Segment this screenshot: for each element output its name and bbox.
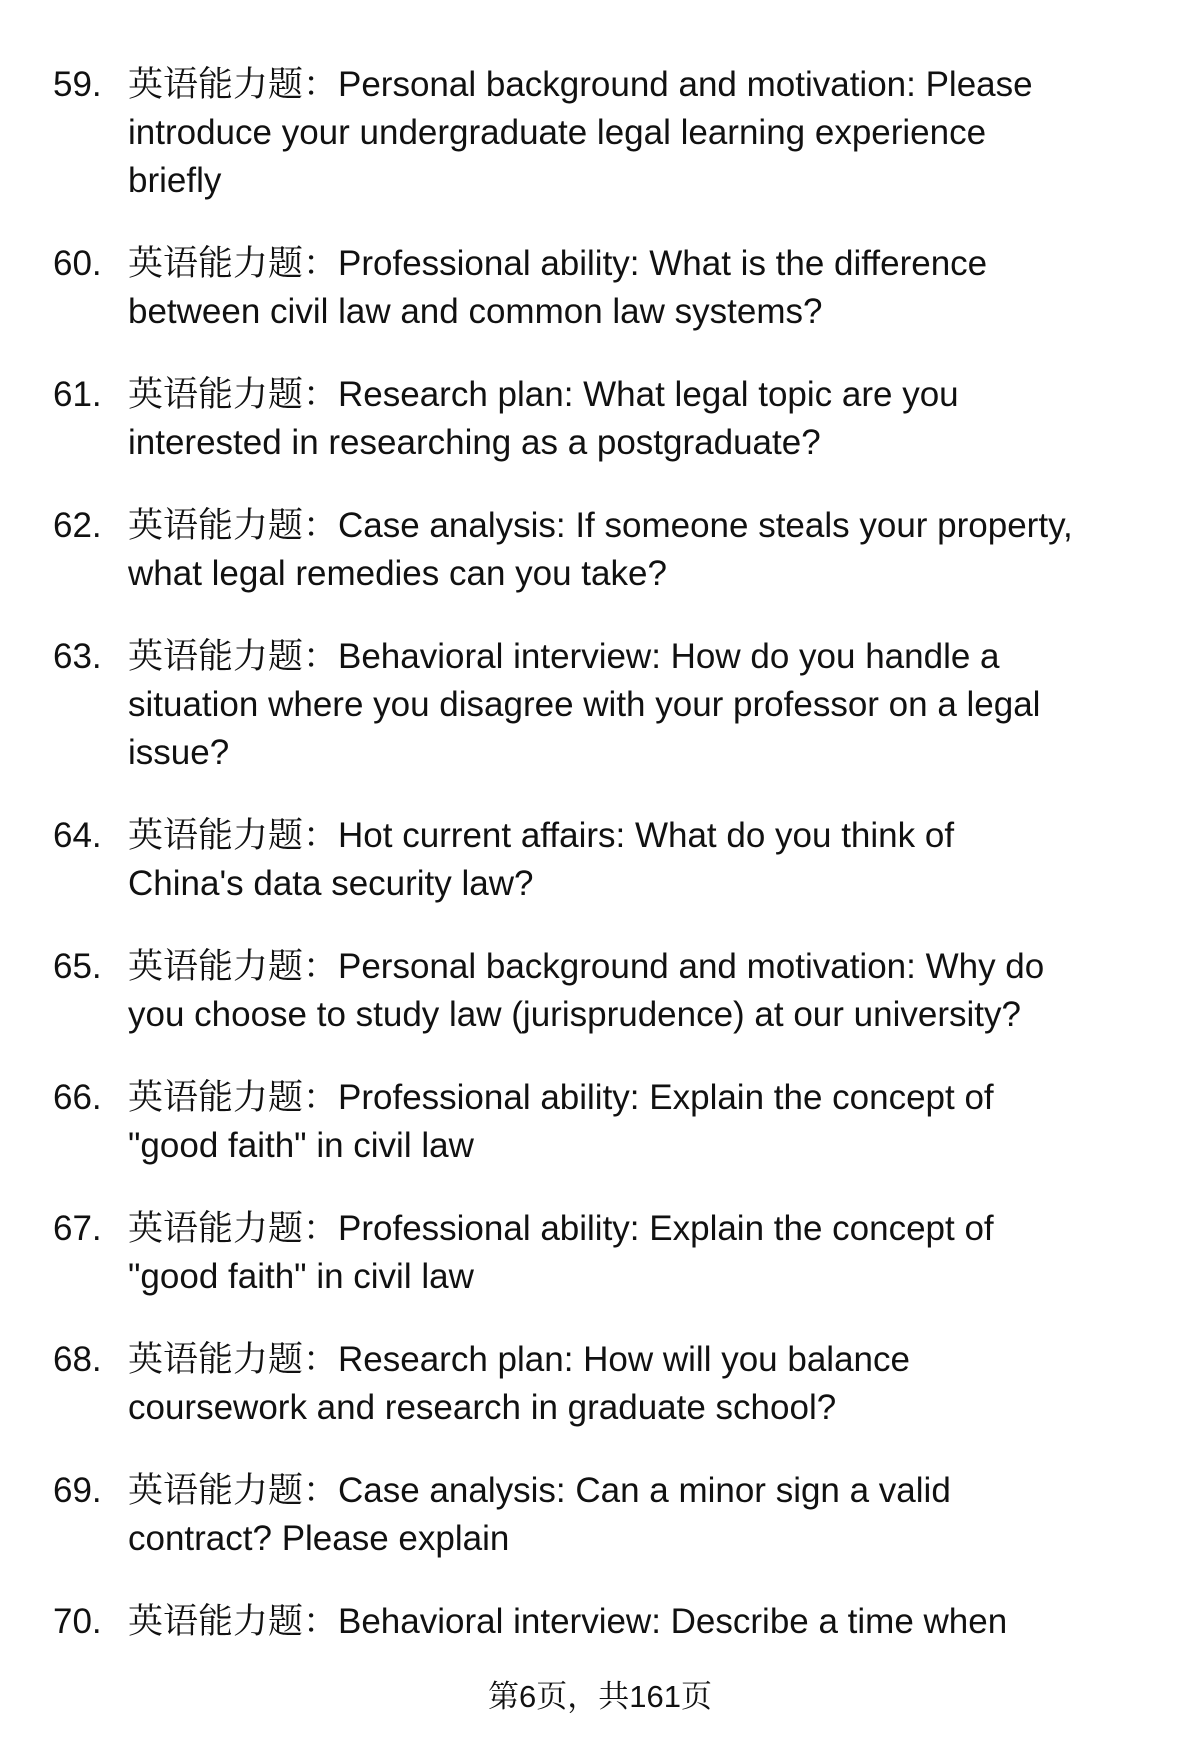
- question-text: [128, 371, 1200, 467]
- question-item: [0, 1598, 1200, 1646]
- page-footer: 第6页，共161页: [488, 1679, 712, 1714]
- question-number: 68.: [53, 1340, 102, 1379]
- question-item: [0, 1074, 1200, 1170]
- question-text: [128, 502, 1200, 598]
- question-text-line: 英语能力题：Research plan: How will you balance: [128, 1340, 910, 1379]
- question-number: 69.: [53, 1471, 102, 1510]
- question-text-line: 英语能力题：Professional ability: Explain the concept of: [128, 1078, 994, 1117]
- question-item: [0, 943, 1200, 1039]
- question-text-line: interested in researching as a postgraduate?: [128, 423, 821, 462]
- question-item: [0, 633, 1200, 777]
- question-text: [128, 1336, 1200, 1432]
- question-text-line: contract? Please explain: [128, 1519, 510, 1558]
- question-item: [0, 1467, 1200, 1563]
- question-text-line: 英语能力题：Hot current affairs: What do you think of: [128, 816, 955, 855]
- question-text: [128, 240, 1200, 336]
- question-number: 64.: [53, 816, 102, 855]
- question-text-line: coursework and research in graduate school?: [128, 1388, 837, 1427]
- question-item: [0, 812, 1200, 908]
- question-text: [128, 1205, 1200, 1301]
- question-text-line: China's data security law?: [128, 864, 534, 903]
- question-text-line: 英语能力题：Behavioral interview: Describe a time when: [128, 1602, 1008, 1641]
- question-item: [0, 1205, 1200, 1301]
- question-text-line: 英语能力题：Professional ability: Explain the concept of: [128, 1209, 994, 1248]
- question-text-line: 英语能力题：Research plan: What legal topic are you: [128, 375, 959, 414]
- question-text-line: introduce your undergraduate legal learning experience: [128, 113, 987, 152]
- question-number: 59.: [53, 65, 102, 104]
- question-list: [0, 61, 1200, 1681]
- question-text-line: 英语能力题：Case analysis: Can a minor sign a valid: [128, 1471, 951, 1510]
- question-text-line: what legal remedies can you take?: [128, 554, 667, 593]
- question-number: 63.: [53, 637, 102, 676]
- question-text-line: issue?: [128, 733, 230, 772]
- question-text-line: "good faith" in civil law: [128, 1257, 474, 1296]
- question-item: [0, 371, 1200, 467]
- question-text-line: 英语能力题：Professional ability: What is the difference: [128, 244, 988, 283]
- question-item: [0, 240, 1200, 336]
- question-number: 66.: [53, 1078, 102, 1117]
- question-text: [128, 633, 1200, 777]
- question-item: [0, 61, 1200, 205]
- question-number: 65.: [53, 947, 102, 986]
- question-text-line: 英语能力题：Behavioral interview: How do you handle a: [128, 637, 1000, 676]
- question-item: [0, 502, 1200, 598]
- question-text-line: situation where you disagree with your professor on a legal: [128, 685, 1041, 724]
- question-text: [128, 943, 1200, 1039]
- question-number: 61.: [53, 375, 102, 414]
- question-text: [128, 1598, 1200, 1646]
- question-number: 70.: [53, 1602, 102, 1641]
- question-text-line: "good faith" in civil law: [128, 1126, 474, 1165]
- question-text-line: briefly: [128, 161, 222, 200]
- question-text-line: you choose to study law (jurisprudence) at our university?: [128, 995, 1021, 1034]
- question-text-line: 英语能力题：Case analysis: If someone steals your property,: [128, 506, 1073, 545]
- question-text: [128, 1467, 1200, 1563]
- question-text: [128, 1074, 1200, 1170]
- question-text-line: 英语能力题：Personal background and motivation: Please: [128, 65, 1033, 104]
- question-number: 62.: [53, 506, 102, 545]
- question-text-line: 英语能力题：Personal background and motivation: Why do: [128, 947, 1045, 986]
- question-text-line: between civil law and common law systems?: [128, 292, 823, 331]
- question-text: [128, 61, 1200, 205]
- question-number: 67.: [53, 1209, 102, 1248]
- question-text: [128, 812, 1200, 908]
- question-item: [0, 1336, 1200, 1432]
- question-number: 60.: [53, 244, 102, 283]
